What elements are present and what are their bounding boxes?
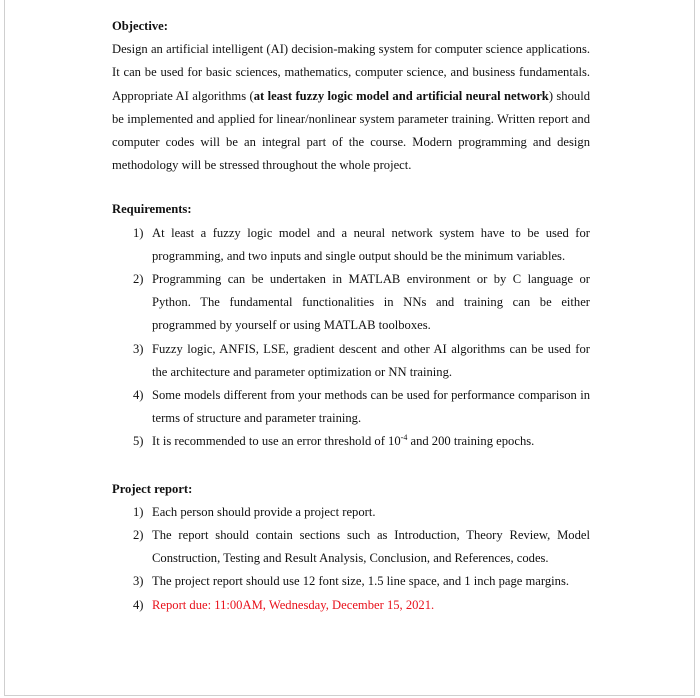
list-item bbox=[112, 430, 590, 453]
list-text: Programming can be undertaken in MATLAB environment or by C language or Python. The fundamental functionalities in NNs and training can be either programmed by yourself or using MATLAB toolboxes. bbox=[152, 272, 590, 333]
requirements-section bbox=[112, 198, 590, 453]
requirements-list bbox=[112, 222, 590, 454]
list-number: 2) bbox=[133, 272, 144, 287]
list-number: 2) bbox=[133, 528, 144, 543]
requirements-heading: Requirements: bbox=[112, 202, 192, 217]
objective-text-2: ) should be implemented and applied for linear/nonlinear system parameter training. Written report and computer codes will be an integral part of the course. Modern programming and design methodology will be stressed throughout the whole project. bbox=[112, 88, 590, 173]
list-number: 1) bbox=[133, 504, 144, 519]
list-item bbox=[112, 222, 590, 268]
list-number: 5) bbox=[133, 434, 144, 449]
list-number: 4) bbox=[133, 388, 144, 403]
project-report-section bbox=[112, 478, 590, 617]
list-item bbox=[112, 338, 590, 384]
list-text: Fuzzy logic, ANFIS, LSE, gradient descent and other AI algorithms can be used for the architecture and parameter optimization or NN training. bbox=[152, 341, 590, 379]
list-text: Each person should provide a project report. bbox=[152, 504, 376, 519]
list-item bbox=[112, 384, 590, 430]
list-number: 3) bbox=[133, 574, 144, 589]
list-item bbox=[112, 570, 590, 593]
list-text-tail: and 200 training epochs. bbox=[407, 434, 535, 449]
project-report-list bbox=[112, 501, 590, 617]
report-due-text: Report due: 11:00AM, Wednesday, December 15, 2021. bbox=[152, 597, 435, 612]
objective-heading: Objective: bbox=[112, 19, 168, 33]
objective-bold-text: at least fuzzy logic model and artificial neural network bbox=[253, 88, 549, 103]
project-report-heading: Project report: bbox=[112, 481, 193, 496]
list-item bbox=[112, 594, 590, 617]
objective-paragraph bbox=[112, 38, 590, 177]
objective-section bbox=[112, 15, 590, 177]
list-text: The report should contain sections such as Introduction, Theory Review, Model Construction, Testing and Result Analysis, Conclusion, and References, codes. bbox=[152, 528, 590, 566]
list-item bbox=[112, 501, 590, 524]
list-number: 3) bbox=[133, 341, 144, 356]
list-item bbox=[112, 524, 590, 570]
list-text: Some models different from your methods can be used for performance comparison in terms of structure and parameter training. bbox=[152, 388, 590, 426]
document-body bbox=[112, 15, 590, 617]
list-number: 4) bbox=[133, 597, 144, 612]
exponent: -4 bbox=[400, 433, 408, 443]
list-text: The project report should use 12 font size, 1.5 line space, and 1 inch page margins. bbox=[152, 574, 569, 589]
objective-text-1: Design an artificial intelligent (AI) decision-making system for computer science applications. It can be used for basic sciences, mathematics, computer science, and business fundamentals. Appropriate AI algorithms ( bbox=[112, 42, 590, 103]
list-text: It is recommended to use an error threshold of 10 bbox=[152, 434, 401, 449]
list-number: 1) bbox=[133, 225, 144, 240]
list-item bbox=[112, 268, 590, 338]
list-text: At least a fuzzy logic model and a neural network system have to be used for programming, and two inputs and single output should be the minimum variables. bbox=[152, 225, 590, 263]
